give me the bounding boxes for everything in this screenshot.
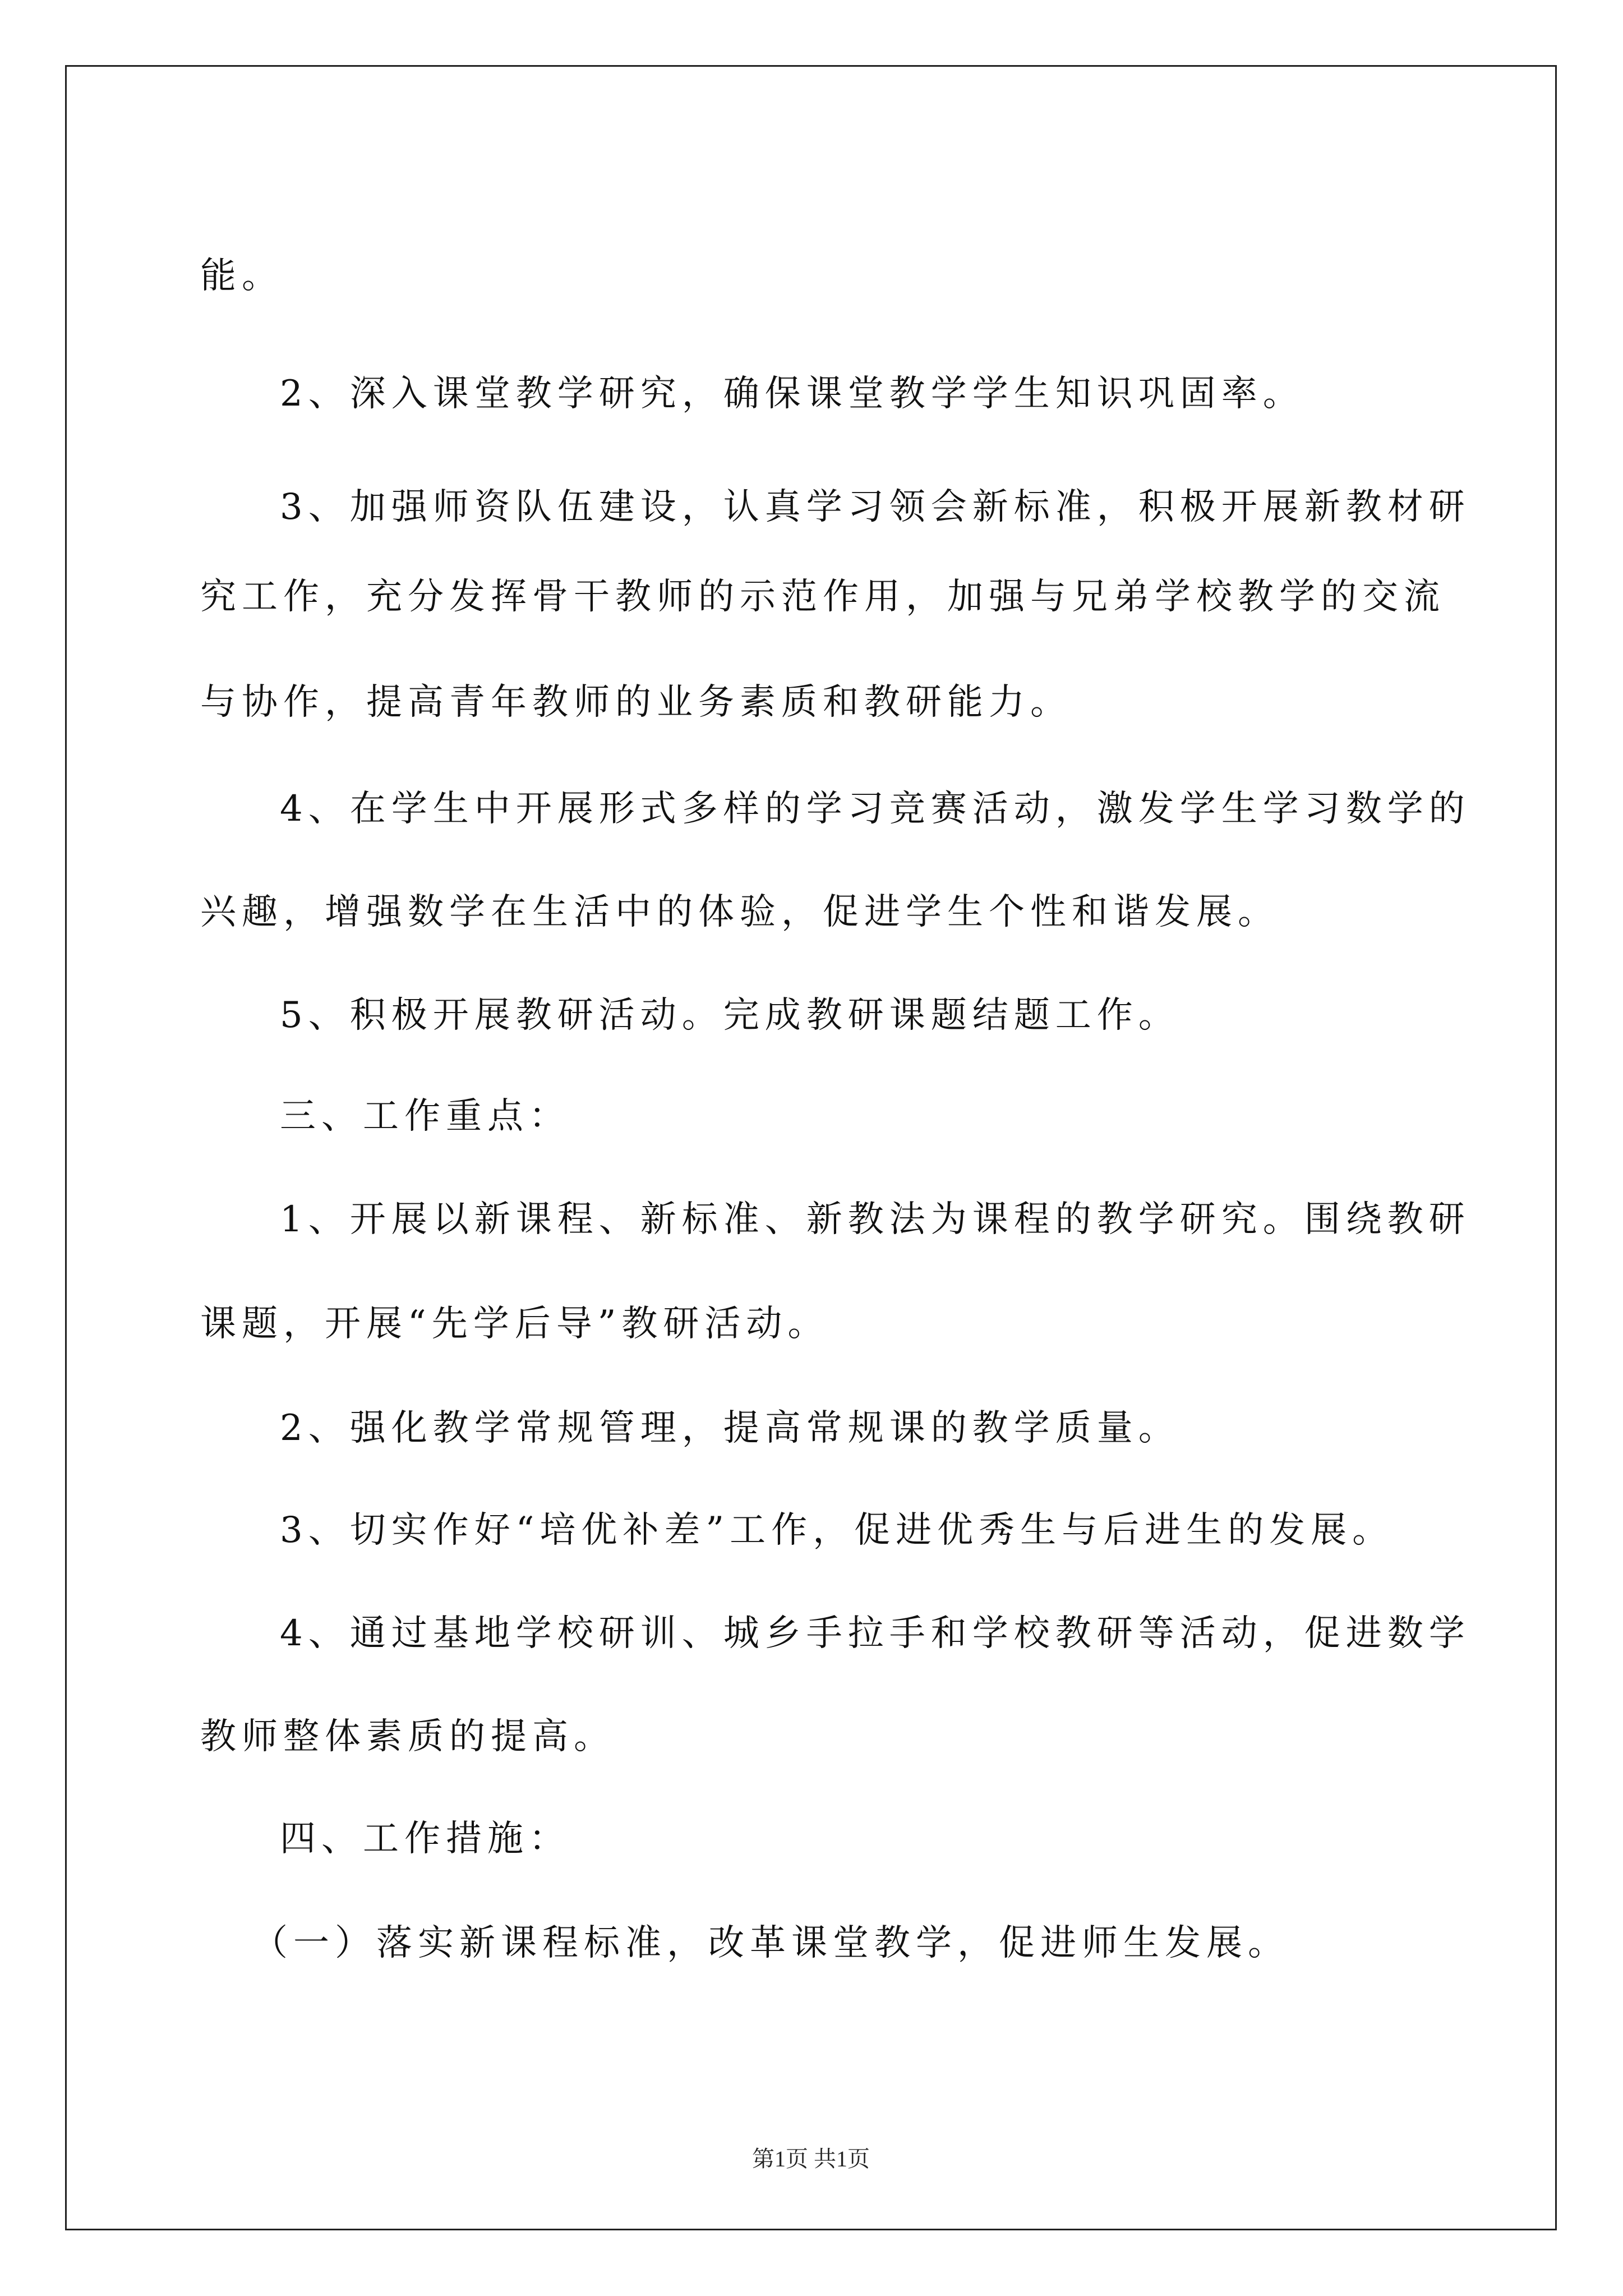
- text-line-1: 能。: [200, 255, 283, 297]
- text-line-3: 3、加强师资队伍建设，认真学习领会新标准，积极开展新教材研: [280, 486, 1470, 528]
- text-line-14: 4、通过基地学校研训、城乡手拉手和学校教研等活动，促进数学: [280, 1613, 1470, 1654]
- text-line-10: 1、开展以新课程、新标准、新教法为课程的教学研究。围绕教研: [280, 1199, 1470, 1240]
- text-line-17: （一）落实新课程标准，改革课堂教学，促进师生发展。: [252, 1922, 1289, 1964]
- text-line-2: 2、深入课堂教学研究，确保课堂教学学生知识巩固率。: [280, 373, 1304, 415]
- text-line-4: 究工作，充分发挥骨干教师的示范作用，加强与兄弟学校教学的交流: [200, 576, 1445, 618]
- text-line-13: 3、切实作好“培优补差”工作，促进优秀生与后进生的发展。: [280, 1510, 1394, 1551]
- text-line-8: 5、积极开展教研活动。完成教研课题结题工作。: [280, 995, 1180, 1036]
- text-line-9: 三、工作重点：: [280, 1096, 570, 1137]
- text-line-16: 四、工作措施：: [280, 1818, 570, 1860]
- text-line-15: 教师整体素质的提高。: [200, 1716, 615, 1757]
- text-line-11: 课题，开展“先学后导”教研活动。: [200, 1303, 829, 1345]
- text-line-12: 2、强化教学常规管理，提高常规课的教学质量。: [280, 1407, 1180, 1449]
- text-line-5: 与协作，提高青年教师的业务素质和教研能力。: [200, 682, 1072, 723]
- text-line-7: 兴趣，增强数学在生活中的体验，促进学生个性和谐发展。: [200, 891, 1279, 933]
- page-number-footer: 第1页 共1页: [752, 2146, 870, 2171]
- page-frame: [65, 65, 1557, 2230]
- text-line-6: 4、在学生中开展形式多样的学习竞赛活动，激发学生学习数学的: [280, 788, 1470, 830]
